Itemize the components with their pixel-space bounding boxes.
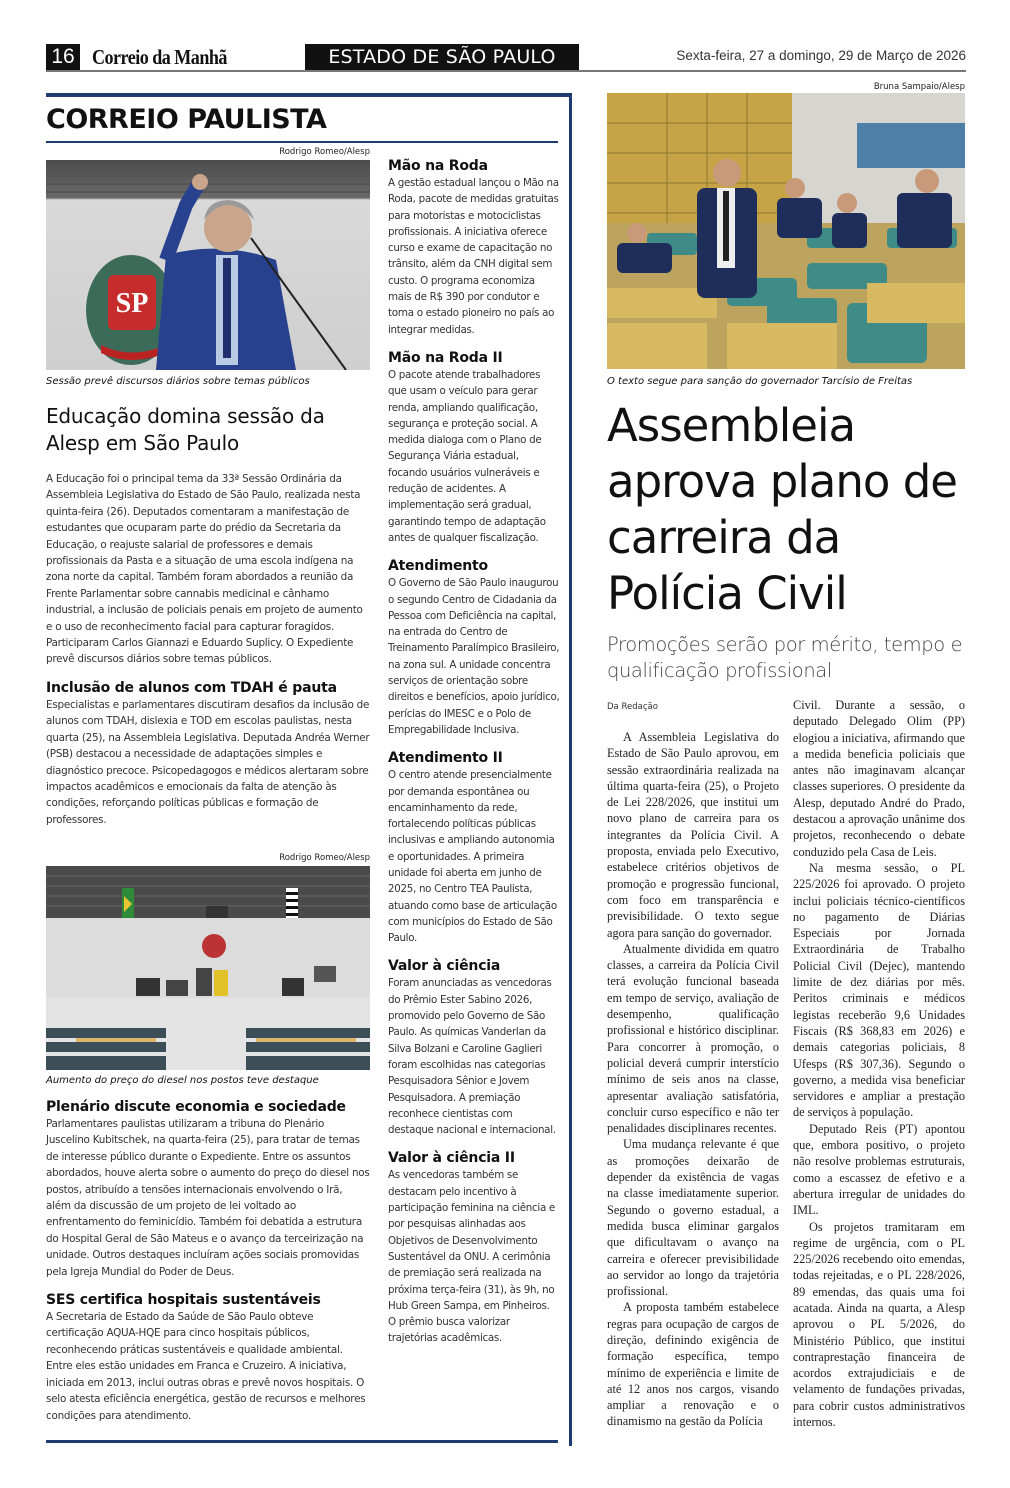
- article-paragraph: Uma mudança relevante é que as promoções deixarão de depender da existência de vagas na classe imediatamente superior. Segundo o governo estadual, a medida busca eliminar gargalos que dificultavam o avanço na carreira e oferecer previsibilidade ao servidor ao longo da trajetória profissional.: [607, 1137, 779, 1299]
- article-paragraph: Na mesma sessão, o PL 225/2026 foi aprovado. O projeto inclui policiais técnico-científicos no pagamento de Diárias Especiais por Jornada Extraordinária de Trabalho Policial Civil (Dejec), mantendo limite de dez diárias por mês. Peritos criminais e médicos legistas receberão 9,6 Unidades Fiscais (R$ 368,83 em 2026) e demais categorias policiais, 8 Ufesps (R$ 307,36). Segundo o governo, a medida visa beneficiar servidores e ampliar a prestação de serviços à população.: [793, 860, 965, 1120]
- main-subheadline: Promoções serão por mérito, tempo e qualificação profissional: [607, 633, 963, 682]
- note-body: Parlamentares paulistas utilizaram a tribuna do Plenário Juscelino Kubitschek, na quarta-feira (25), para tratar de temas de interesse público durante o Expediente. Entre os assuntos abordados, houve alerta sobre o aumento do preço do diesel nos postos, atribuído a tensões internacionais envolvendo o Irã, além da discussão de um projeto de lei voltado ao enfrentamento do feminicídio. Também foi debatida a estrutura do Hospital Geral de São Mateus e o avanço da terceirização na unidade. Outros destaques incluíram ações sociais promovidas pela Igreja Mundial do Poder de Deus.: [46, 1118, 370, 1278]
- photo-credit: Bruna Sampaio/Alesp: [873, 82, 965, 92]
- main-headline: Assembleia aprova plano de carreira da Polícia Civil: [607, 399, 957, 620]
- article-paragraph: Atualmente dividida em quatro classes, a carreira da Polícia Civil terá evolução funcional baseada em tempo de serviço, avaliação de desempenho, qualificação profissional e histórico disciplinar. Para concorrer à promoção, o policial deverá cumprir interstício mínimo de seis anos na classe, apresentar avaliação satisfatória, concluir curso específico e não ter penalidades disciplinares recentes.: [607, 941, 779, 1136]
- side-notes: [388, 155, 560, 1347]
- lead-story: [46, 403, 370, 828]
- article-paragraph: Civil. Durante a sessão, o deputado Delegado Olim (PP) elogiou a iniciativa, afirmando que a medida beneficia policiais que antes não imaginavam alcançar classes superiores. O presidente da Alesp, deputado André do Prado, destacou a aprovação unânime dos projetos, reconhecendo o debate conduzido pela Casa de Leis.: [793, 698, 965, 859]
- section-label: ESTADO DE SÃO PAULO: [305, 44, 579, 70]
- svg-text:SP: SP: [115, 288, 149, 319]
- newspaper-name: Correio da Manhã: [92, 45, 227, 69]
- note-title: Valor à ciência: [388, 958, 501, 975]
- byline: Da Redação: [607, 702, 658, 712]
- photo-caption: Sessão prevê discursos diários sobre temas públicos: [46, 376, 310, 387]
- note-body: A Secretaria de Estado da Saúde de São Paulo obteve certificação AQUA-HQE para cinco hospitais públicos, reconhecendo práticas sustentáveis e qualidade ambiental. Entre eles estão unidades em Franca e Cruzeiro. A iniciativa, iniciada em 2013, inclui outras obras e prevê novos hospitais. O selo atesta eficiência energética, gestão de recursos e melhores condições para atendimento.: [46, 1311, 366, 1422]
- column-title-rule: [46, 141, 558, 143]
- note-body: Foram anunciadas as vencedoras do Prêmio Ester Sabino 2026, promovido pelo Governo de São Paulo. As químicas Vanderlan da Silva Bolzani e Caroline Gaglieri foram escolhidas nas categorias Pesquisadora Sênior e Jovem Pesquisadora. A premiação reconhece cientistas com destaque nacional e internacional.: [388, 977, 556, 1137]
- lead-body: A Educação foi o principal tema da 33ª Sessão Ordinária da Assembleia Legislativa do Estado de São Paulo, realizada nesta quinta-feira (26). Deputados comentaram a manifestação de estudantes que ocuparam parte do prédio da Secretaria da Educação, o reajuste salarial de professores e demais profissionais da Pasta e a situação de uma escola indígena na zona norte da capital. Também foram abordados a reunião da Frente Parlamentar sobre cannabis medicinal e cânhamo industrial, a inclusão de policiais penais em projeto de aumento e o uso de reconhecimento facial para capturar foragidos. Participaram Carlos Giannazi e Eduardo Suplicy. O Expediente prevê discursos diários sobre temas públicos.: [46, 473, 363, 666]
- article-column-1: [607, 729, 779, 1430]
- box-bottom-border: [46, 1440, 558, 1443]
- note-title: SES certifica hospitais sustentáveis: [46, 1292, 321, 1309]
- page-number: 16: [46, 44, 80, 70]
- photo-caption: O texto segue para sanção do governador Tarcísio de Freitas: [607, 376, 913, 387]
- note-body: O centro atende presencialmente por demanda espontânea ou encaminhamento da rede, fortalecendo políticas públicas inclusivas e ampliando autonomia e oportunidades. A primeira unidade foi aberta em junho de 2025, no Centro TEA Paulista, atuando como base de articulação com municípios do Estado de São Paulo.: [388, 769, 557, 945]
- article-paragraph: Os projetos tramitaram em regime de urgência, com o PL 225/2026 recebendo oito emendas, todas rejeitadas, e o PL 228/2026, 89 emendas, das quais uma foi acatada. Ainda na quarta, a Alesp aprovou o PL 5/2026, do Ministério Público, que institui contraprestação financeira de acordos extrajudiciais e de velamento de fundações privadas, para cobrir custos administrativos internos.: [793, 1219, 965, 1430]
- photo-credit: Rodrigo Romeo/Alesp: [279, 147, 370, 157]
- note-title: Atendimento II: [388, 750, 503, 767]
- note-title: Plenário discute economia e sociedade: [46, 1099, 346, 1115]
- box-right-border: [569, 93, 572, 1446]
- box-top-border: [46, 93, 572, 97]
- main-photo: [607, 93, 965, 369]
- note-title: Mão na Roda: [388, 158, 488, 174]
- photo-credit: Rodrigo Romeo/Alesp: [279, 853, 370, 863]
- note-title: Inclusão de alunos com TDAH é pauta: [46, 679, 337, 696]
- note-title: Valor à ciência II: [388, 1150, 515, 1167]
- note-body: A gestão estadual lançou o Mão na Roda, pacote de medidas gratuitas para motoristas e motociclistas profissionais. A iniciativa oferece curso e exame de capacitação no trânsito, além da CNH digital sem custo. O programa economiza mais de R$ 390 por condutor e torna o estado pioneiro no país ao integrar medidas.: [388, 177, 559, 336]
- plenary-photo-illustration: [46, 866, 370, 1070]
- header-rule: [46, 70, 966, 72]
- note-title: Atendimento: [388, 558, 488, 575]
- plenary-photo: [46, 866, 370, 1070]
- left-bottom-notes: [46, 1096, 370, 1424]
- article-column-2: [793, 697, 965, 1430]
- lead-headline: Educação domina sessão da Alesp em São Paulo: [46, 404, 325, 455]
- note-title: Mão na Roda II: [388, 349, 503, 366]
- article-paragraph: A Assembleia Legislativa do Estado de São Paulo aprovou, em sessão extraordinária realizada na última quarta-feira (25), o Projeto de Lei 228/2026, que institui um novo plano de carreira para os integrantes da Polícia Civil. A proposta, enviada pelo Executivo, estabelece critérios objetivos de promoção e progressão funcional, com foco em transparência e previsibilidade. O texto segue agora para sanção do governador.: [607, 730, 779, 940]
- article-paragraph: Deputado Reis (PT) apontou que, embora positivo, o projeto não resolve problemas estruturais, como a escassez de efetivo e a abertura irregular de unidades do IML.: [793, 1121, 965, 1218]
- masthead: [46, 44, 966, 72]
- photo-caption: Aumento do preço do diesel nos postos teve destaque: [46, 1075, 319, 1086]
- note-body: O Governo de São Paulo inaugurou o segundo Centro de Cidadania da Pessoa com Deficiência na capital, na entrada do Centro de Treinamento Paralímpico Brasileiro, na zona sul. A unidade concentra serviços de orientação sobre direitos e benefícios, apoio jurídico, perícias do IMESC e o Polo de Empregabilidade Inclusiva.: [388, 577, 560, 736]
- speaker-photo: [46, 160, 370, 370]
- main-photo-illustration: [607, 93, 965, 369]
- note-body: O pacote atende trabalhadores que usam o veículo para gerar renda, ampliando qualificação, segurança e proteção social. A medida dialoga com o Plano de Segurança Viária estadual, focando usuários vulneráveis e redução de acidentes. A implementação será gradual, garantindo tempo de adaptação antes de qualquer fiscalização.: [388, 368, 546, 544]
- dateline: Sexta-feira, 27 a domingo, 29 de Março de 2026: [676, 48, 966, 63]
- column-title: CORREIO PAULISTA: [46, 104, 327, 135]
- note-body: As vencedoras também se destacam pelo incentivo à participação feminina na ciência e por pesquisas alinhadas aos Objetivos de Desenvolvimento Sustentável da ONU. A cerimônia de premiação será realizada na próxima terça-feira (31), às 9h, no Hub Green Sampa, em Pinheiros. O prêmio busca valorizar trajetórias acadêmicas.: [388, 1169, 555, 1345]
- speaker-photo-illustration: [46, 160, 370, 370]
- article-paragraph: A proposta também estabelece regras para ocupação de cargos de direção, definindo exigência de formação específica, tempo mínimo de experiência e limite de até 12 anos nos cargos, visando ampliar a renovação e o dinamismo na gestão da Polícia: [607, 1300, 779, 1429]
- note-body: Especialistas e parlamentares discutiram desafios da inclusão de alunos com TDAH, dislexia e TOD em escolas paulistas, nesta quarta (25), na Assembleia Legislativa. Deputada Andréa Werner (PSB) destacou a necessidade de adaptações simples e diagnóstico precoce. Psicopedagogos e médicos alertaram sobre impactos acadêmicos e emocionais da falta de atenção às condições, reforçando políticas públicas e formação de professores.: [46, 698, 370, 826]
